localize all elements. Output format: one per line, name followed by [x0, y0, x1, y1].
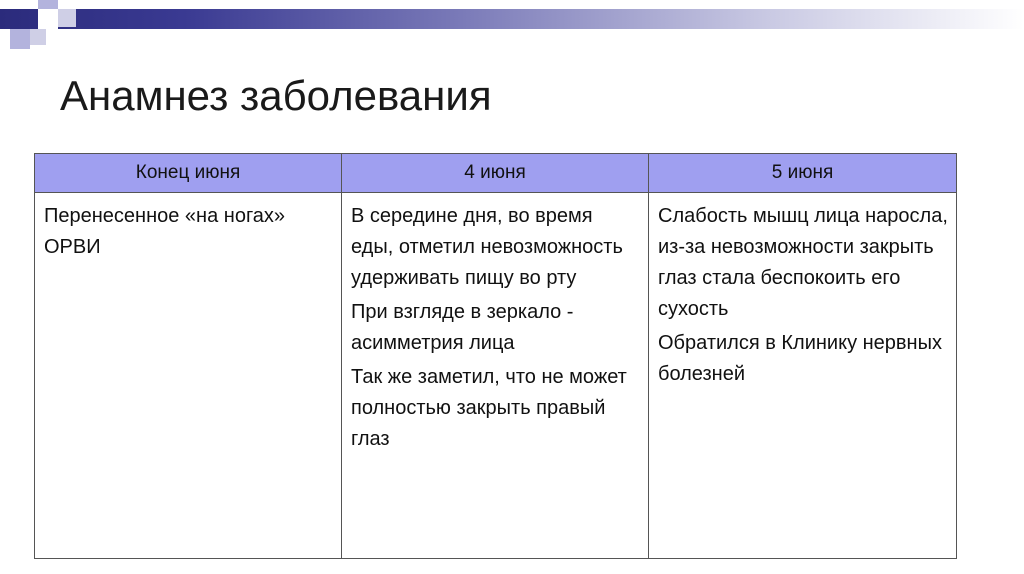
decorative-square [30, 29, 46, 45]
column-header-june-4: 4 июня [342, 154, 649, 193]
cell-paragraph: При взгляде в зеркало - асимметрия лица [351, 301, 574, 354]
cell-paragraph: В середине дня, во время еды, отметил невозможность удерживать пищу во рту [351, 205, 623, 289]
disease-history-table [34, 153, 957, 559]
decorative-square [38, 9, 58, 29]
cell-june-5 [649, 193, 957, 559]
cell-paragraph: Слабость мышц лица наросла, из-за невозможности закрыть глаз стала беспокоить его сухость [658, 205, 948, 320]
cell-end-of-june [35, 193, 342, 559]
slide-title: Анамнез заболевания [60, 72, 492, 119]
table-header-row [35, 154, 957, 193]
cell-paragraph: Обратился в Клинику нервных болезней [658, 332, 942, 385]
decorative-top-band [0, 9, 1024, 29]
cell-paragraph: Так же заметил, что не может полностью закрыть правый глаз [351, 366, 627, 450]
column-header-end-of-june: Конец июня [35, 154, 342, 193]
table-row [35, 193, 957, 559]
cell-june-4 [342, 193, 649, 559]
decorative-square [58, 9, 76, 27]
decorative-square [10, 0, 30, 9]
decorative-square [38, 0, 58, 9]
column-header-june-5: 5 июня [649, 154, 957, 193]
cell-paragraph: Перенесенное «на ногах» ОРВИ [44, 205, 286, 258]
decorative-square [10, 29, 30, 49]
